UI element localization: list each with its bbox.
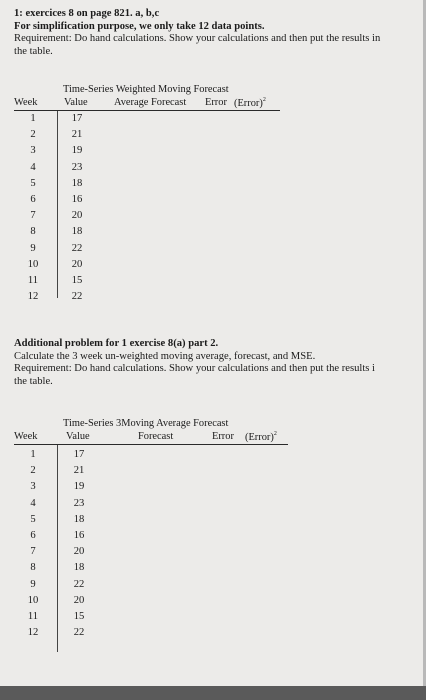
table2-week-cell: 12 (27, 627, 39, 639)
table2-value-cell: 17 (73, 449, 85, 460)
table2-week-cell: 3 (30, 481, 36, 493)
table2-week-cell: 11 (27, 610, 39, 622)
table1-value-cell: 16 (71, 193, 83, 205)
table2-caption: Time-Series 3Moving Average Forecast (63, 418, 229, 429)
table1-header-week: Week (14, 97, 38, 108)
table2-header-forecast: Forecast (138, 431, 174, 442)
table1-value-cell: 17 (71, 113, 83, 124)
section2-requirement-cont: the table. (14, 375, 53, 387)
table1-week-cell: 3 (30, 145, 36, 157)
table1-value-cell: 21 (71, 129, 83, 141)
table1-week-cell: 5 (30, 177, 36, 189)
table2-week-cell: 4 (30, 497, 36, 509)
table1-week-cell: 1 (30, 113, 36, 124)
table2-value-cell: 19 (73, 481, 85, 493)
table2-value-cell: 20 (73, 594, 85, 606)
section1-subtitle: For simplification purpose, we only take 12 data points. (14, 20, 265, 32)
table1-value-cell: 15 (71, 274, 83, 286)
table1-week-cell: 4 (30, 161, 36, 173)
table2-header-error-squared: (Error)$^2$ (245, 431, 277, 443)
table1-header-value: Value (64, 97, 88, 108)
table2-header-error: Error (212, 431, 234, 442)
section1-instructions (14, 8, 426, 58)
table1-caption: Time-Series Weighted Moving Forecast (63, 84, 229, 95)
table2-value-cell: 22 (73, 578, 85, 590)
table1-value-cell: 19 (71, 145, 83, 157)
table1-week-cell: 11 (27, 274, 39, 286)
table1-value-cell: 22 (71, 291, 83, 303)
table2-value-cell: 18 (73, 562, 85, 574)
table1-value-cell: 22 (71, 242, 83, 254)
table2-divider (57, 445, 58, 652)
table1-value-cell: 18 (71, 226, 83, 238)
table1-week-cell: 12 (27, 291, 39, 303)
table2-value-cell: 20 (73, 546, 85, 558)
table2-week-cell: 9 (30, 578, 36, 590)
table1-value-cell: 18 (71, 177, 83, 189)
table1-week-cell: 10 (27, 258, 39, 270)
table1-week-cell: 2 (30, 129, 36, 141)
table2-week-cell: 6 (30, 529, 36, 541)
table1-value-cell: 20 (71, 258, 83, 270)
table2-value-cell: 23 (73, 497, 85, 509)
table2-header-rule (14, 444, 288, 445)
table2-week-cell: 1 (30, 449, 36, 460)
table1-header-forecast: Average Forecast (114, 97, 187, 108)
section2-requirement: Requirement: Do hand calculations. Show your calculations and then put the results i (14, 363, 375, 375)
table2-value-cell: 21 (73, 465, 85, 477)
table1-value-cell: 23 (71, 161, 83, 173)
table2-value-cell: 15 (73, 610, 85, 622)
section2-instructions (14, 338, 426, 388)
section1-requirement-cont: the table. (14, 45, 53, 57)
table2-value-column (62, 447, 96, 641)
table2-header-week: Week (14, 431, 38, 442)
section1-title: 1: exercices 8 on page 821. a, b,c (14, 8, 160, 19)
table1-divider (57, 111, 58, 298)
table2-week-cell: 5 (30, 513, 36, 525)
table1-week-cell: 9 (30, 242, 36, 254)
table1-value-cell: 20 (71, 210, 83, 222)
table2-value-cell: 18 (73, 513, 85, 525)
table2-header-value: Value (66, 431, 90, 442)
table2-week-cell: 10 (27, 594, 39, 606)
section2-description: Calculate the 3 week un-weighted moving average, forecast, and MSE. (14, 350, 316, 362)
table1-value-column (62, 111, 92, 305)
section2-title: Additional problem for 1 exercise 8(a) part 2. (14, 338, 219, 349)
table2-value-cell: 16 (73, 529, 85, 541)
table2-week-cell: 2 (30, 465, 36, 477)
table1-header-error: Error (205, 97, 227, 108)
section1-requirement: Requirement: Do hand calculations. Show your calculations and then put the results in (14, 33, 381, 45)
table1-header-error-squared: (Error)$^2$ (234, 97, 266, 109)
table1-header-rule (14, 110, 280, 111)
table2-value-cell: 22 (73, 627, 85, 639)
table1-week-cell: 7 (30, 210, 36, 222)
table1-week-column (14, 111, 52, 305)
table2-week-cell: 8 (30, 562, 36, 574)
table1-week-cell: 6 (30, 193, 36, 205)
table1-week-cell: 8 (30, 226, 36, 238)
table2-week-cell: 7 (30, 546, 36, 558)
table2-week-column (14, 447, 52, 641)
